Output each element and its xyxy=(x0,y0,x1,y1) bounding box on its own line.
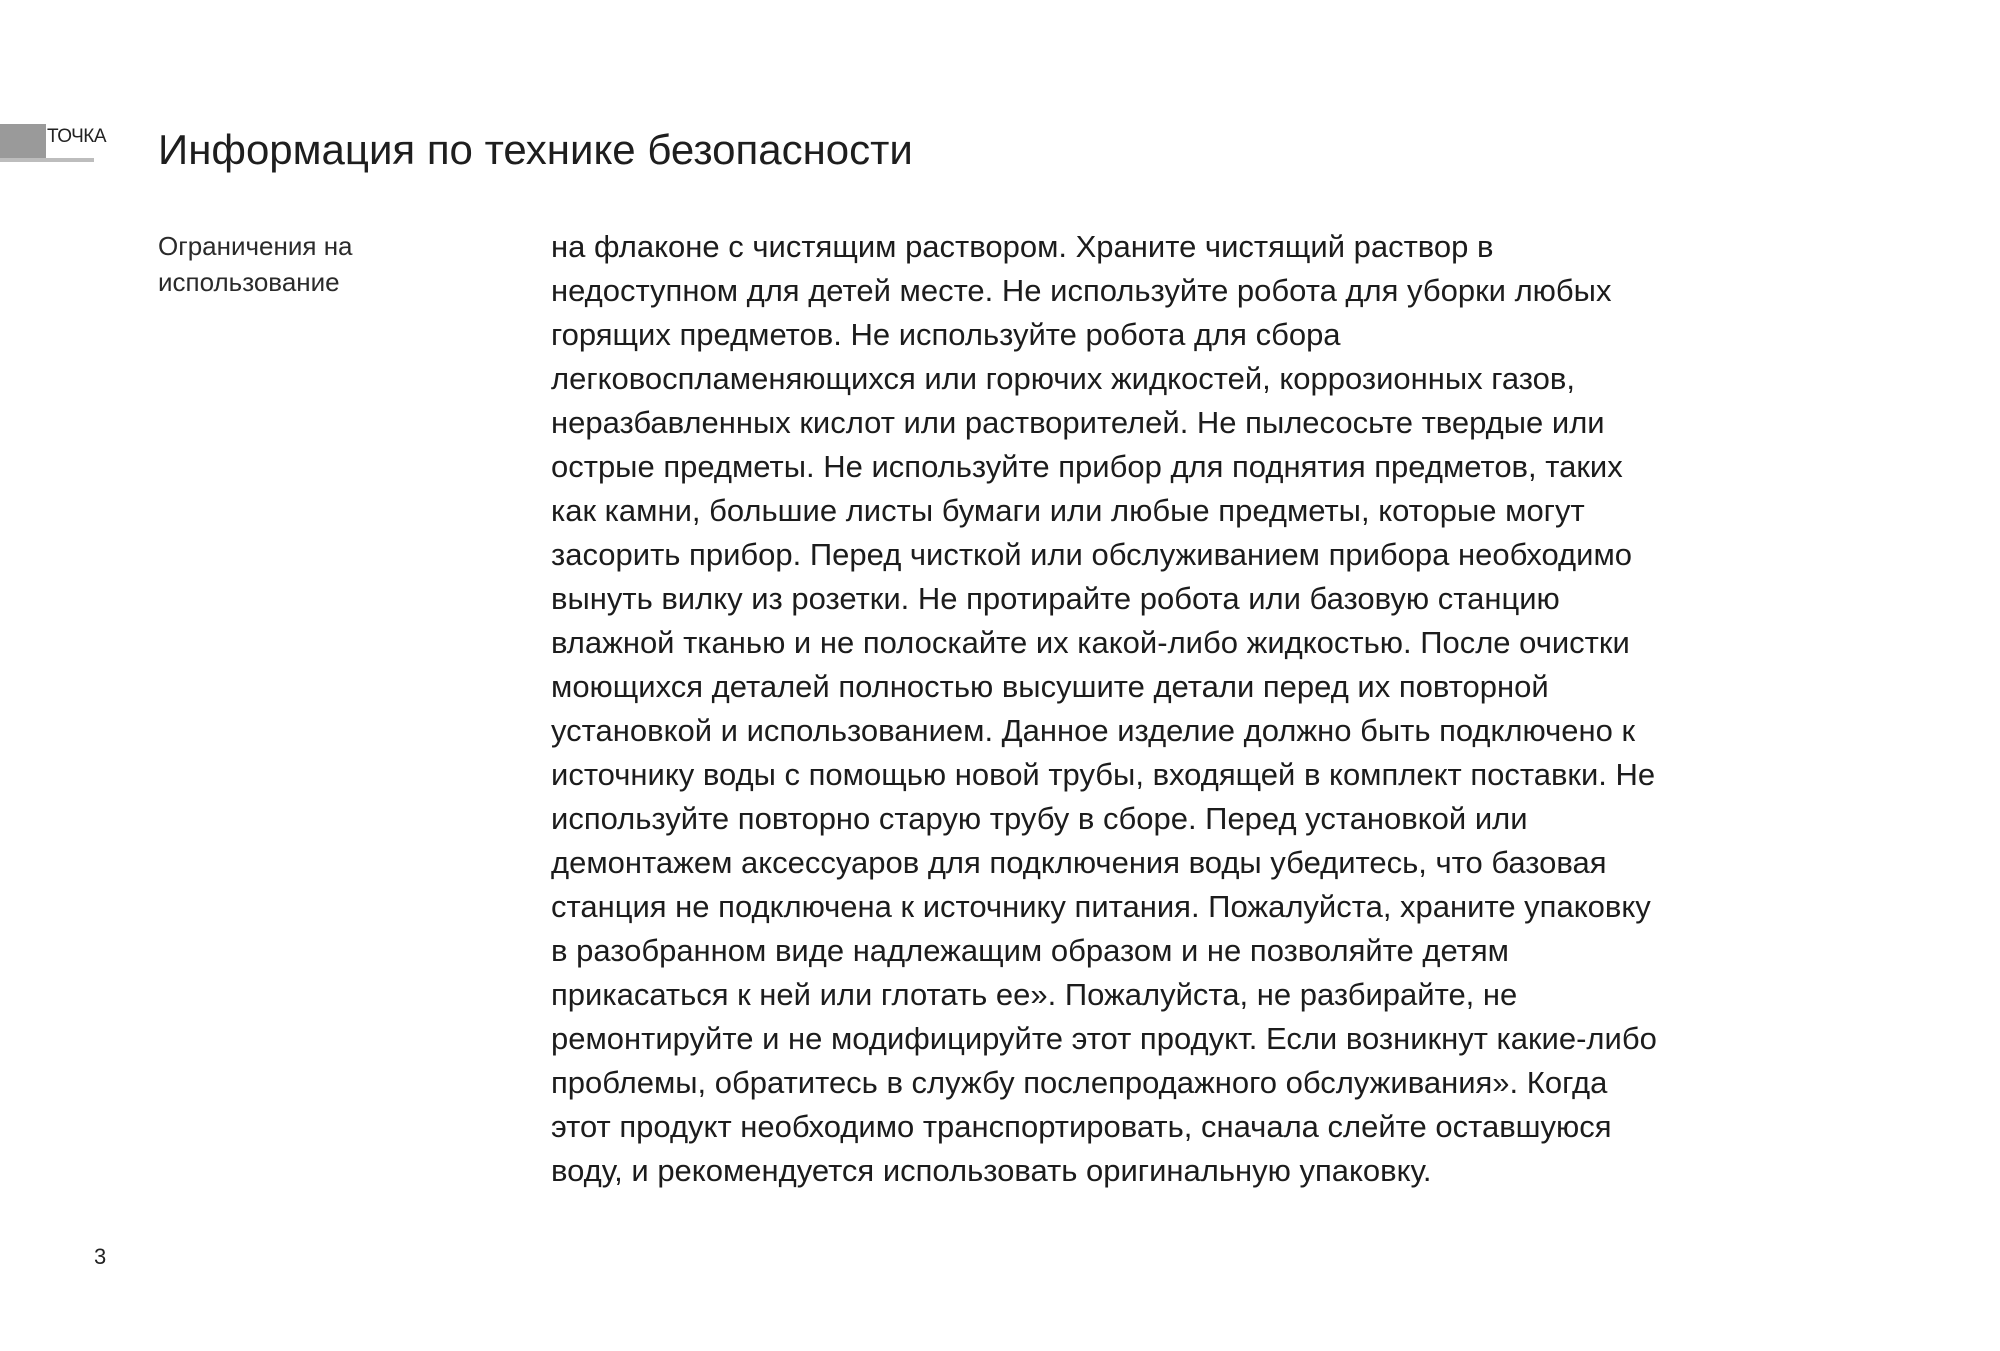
section-label-line: использование xyxy=(158,267,340,297)
body-text-line: в разобранном виде надлежащим образом и не позволяйте детям xyxy=(551,933,1509,968)
body-text-line: этот продукт необходимо транспортировать, сначала слейте оставшуюся xyxy=(551,1109,1612,1144)
page-title: Информация по технике безопасности xyxy=(158,126,913,173)
body-text-line: моющихся деталей полностью высушите детали перед их повторной xyxy=(551,669,1549,704)
body-text-line: воду, и рекомендуется использовать оригинальную упаковку. xyxy=(551,1153,1432,1188)
body-text-line: влажной тканью и не полоскайте их какой-либо жидкостью. После очистки xyxy=(551,625,1630,660)
section-label xyxy=(158,228,353,300)
body-text-line: недоступном для детей месте. Не используйте робота для уборки любых xyxy=(551,273,1612,308)
body-text-line: на флаконе с чистящим раствором. Храните чистящий раствор в xyxy=(551,229,1494,264)
section-label-line: Ограничения на xyxy=(158,231,353,261)
body-text-line: демонтажем аксессуаров для подключения воды убедитесь, что базовая xyxy=(551,845,1607,880)
body-text-line: горящих предметов. Не используйте робота для сбора xyxy=(551,317,1341,352)
body-text-line: проблемы, обратитесь в службу послепродажного обслуживания». Когда xyxy=(551,1065,1608,1100)
body-text-line: неразбавленных кислот или растворителей. Не пылесосьте твердые или xyxy=(551,405,1605,440)
body-text-line: засорить прибор. Перед чисткой или обслуживанием прибора необходимо xyxy=(551,537,1633,572)
body-text-line: прикасаться к ней или глотать ее». Пожалуйста, не разбирайте, не xyxy=(551,977,1518,1012)
body-text-line: источнику воды с помощью новой трубы, входящей в комплект поставки. Не xyxy=(551,757,1656,792)
body-text xyxy=(551,225,1657,1193)
section-tag: ТОЧКА xyxy=(47,126,107,147)
body-text-line: острые предметы. Не используйте прибор для поднятия предметов, таких xyxy=(551,449,1623,484)
section-tag-marker xyxy=(0,124,46,160)
body-text-line: ремонтируйте и не модифицируйте этот продукт. Если возникнут какие-либо xyxy=(551,1021,1657,1056)
page-number: 3 xyxy=(94,1244,107,1269)
body-text-line: используйте повторно старую трубу в сборе. Перед установкой или xyxy=(551,801,1528,836)
body-text-line: как камни, большие листы бумаги или любые предметы, которые могут xyxy=(551,493,1585,528)
body-text-line: станция не подключена к источнику питания. Пожалуйста, храните упаковку xyxy=(551,889,1651,924)
section-tag-underline xyxy=(0,158,94,162)
body-text-line: легковоспламеняющихся или горючих жидкостей, коррозионных газов, xyxy=(551,361,1575,396)
body-text-line: вынуть вилку из розетки. Не протирайте робота или базовую станцию xyxy=(551,581,1560,616)
body-text-line: установкой и использованием. Данное изделие должно быть подключено к xyxy=(551,713,1636,748)
